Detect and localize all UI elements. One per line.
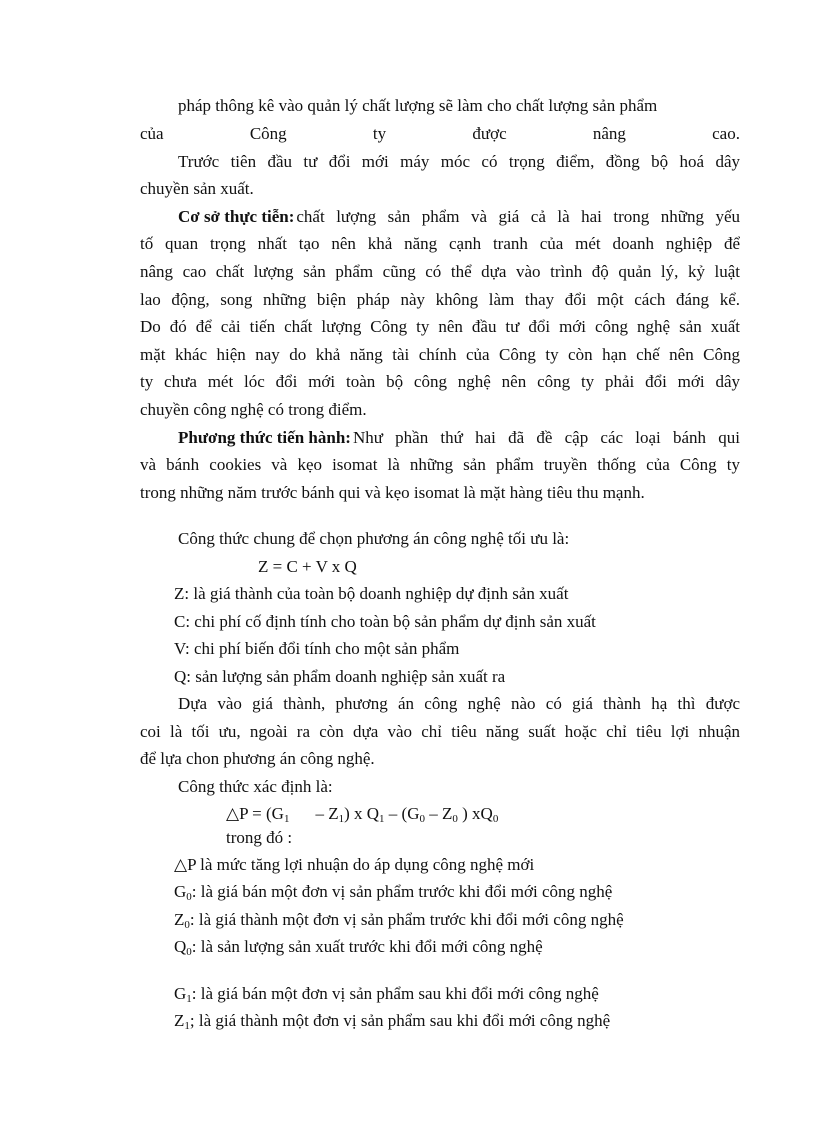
p3-line-4: lao động, song những biện pháp này không làm thay đổi một cách đáng kể. [140, 290, 740, 309]
p3-line-1-rest: chất lượng sản phẩm và giá cả là hai trong những yếu [296, 207, 740, 226]
eq-part: P = (G [239, 804, 284, 823]
delta-icon: △ [174, 855, 188, 874]
p3-line-1 [178, 206, 740, 228]
z1-definition [174, 1010, 610, 1032]
definition-text: : là sản lượng sản xuất trước khi đổi mới công nghệ [191, 937, 543, 956]
delta-p-definition [174, 854, 534, 876]
symbol-sub: 0 [186, 891, 192, 903]
p1-word: nâng [592, 124, 626, 143]
eq-sub: 0 [492, 813, 499, 825]
definition-text: : là giá thành một đơn vị sản phẩm trước khi đổi mới công nghệ [189, 910, 624, 929]
q0-definition [174, 936, 543, 958]
eq-part: ) x Q [344, 804, 380, 823]
formula2-trong-do: trong đó : [226, 828, 293, 847]
g1-definition [174, 983, 599, 1005]
definition-text: : là giá bán một đơn vị sản phẩm sau khi đổi mới công nghệ [191, 984, 599, 1003]
p1-word: của [140, 124, 164, 143]
p3-line-7: ty chưa mét lóc đổi mới toàn bộ công nghệ nên công ty phải đổi mới dây [140, 372, 740, 391]
p3-line-8: chuyền công nghệ có trong điểm. [140, 400, 367, 419]
formula1-z-definition: Z: là giá thành của toàn bộ doanh nghiệp dự định sản xuất [174, 584, 569, 603]
p1-line-1: pháp thông kê vào quản lý chất lượng sẽ làm cho chất lượng sản phẩm [178, 96, 658, 115]
eq-part: ) xQ [457, 804, 493, 823]
definition-text: : là giá bán một đơn vị sản phẩm trước khi đổi mới công nghệ [191, 882, 613, 901]
symbol-sub: 1 [186, 993, 192, 1005]
symbol: Q [174, 937, 187, 956]
symbol-sub: 0 [184, 919, 190, 931]
p3-line-2: tố quan trọng nhất tạo nên khả năng cạnh tranh của mét doanh nghiệp để [140, 234, 740, 253]
formula1-equation: Z = C + V x Q [258, 557, 357, 576]
eq-part: – (G [384, 804, 420, 823]
formula1-c-definition: C: chi phí cố định tính cho toàn bộ sản phẩm dự định sản xuất [174, 612, 596, 631]
p3-line-5: Do đó để cải tiến chất lượng Công ty nên đầu tư đổi mới công nghệ sản xuất [140, 317, 740, 336]
p4-line-3: trong những năm trước bánh qui và kẹo isomat là mặt hàng tiêu thu mạnh. [140, 483, 645, 502]
formula2-intro: Công thức xác định là: [178, 777, 333, 796]
eq-part: – Z [424, 804, 453, 823]
p1-word: được [472, 124, 507, 143]
symbol: G [174, 882, 187, 901]
p3-line-3: nâng cao chất lượng sản phẩm cũng có thể dựa vào trình độ quản lý, kỷ luật [140, 262, 740, 281]
p4-line-1 [178, 427, 740, 449]
p2-line-1-text: Trước tiên đầu tư đổi mới máy móc có trọng điểm, đồng bộ hoá dây [178, 152, 740, 171]
p5-line-3: để lựa chon phương án công nghệ. [140, 749, 375, 768]
p2-line-2: chuyền sản xuất. [140, 179, 254, 198]
formula1-v-definition: V: chi phí biến đổi tính cho một sản phẩm [174, 639, 460, 658]
p1-word: ty [372, 124, 387, 143]
eq-part: – Z [315, 804, 339, 823]
formula1-q-definition: Q: sản lượng sản phẩm doanh nghiệp sản xuất ra [174, 667, 506, 686]
p4-line-1-rest: Như phần thứ hai đã đề cập các loại bánh qui [352, 428, 740, 447]
symbol: Z [174, 1011, 185, 1030]
p4-line-2: và bánh cookies và kẹo isomat là những sản phẩm truyền thống của Công ty [140, 455, 740, 474]
delta-icon: △ [226, 804, 240, 823]
p3-heading: Cơ sở thực tiễn: [178, 207, 295, 226]
eq-sub: 1 [283, 813, 290, 825]
symbol: Z [174, 910, 185, 929]
p5-line-2: coi là tối ưu, ngoài ra còn dựa vào chỉ tiêu năng suất hoặc chỉ tiêu lợi nhuận [140, 722, 740, 741]
eq-sub: 1 [379, 813, 385, 825]
eq-sub: 1 [338, 813, 345, 825]
formula2-equation [226, 803, 498, 825]
eq-sub: 0 [419, 813, 425, 825]
p5-line-1: Dựa vào giá thành, phương án công nghệ nào có giá thành hạ thì được [178, 694, 740, 713]
formula1-intro: Công thức chung để chọn phương án công nghệ tối ưu là: [178, 529, 570, 548]
p4-heading: Phương thức tiến hành: [178, 428, 351, 447]
p1-word: cao. [712, 124, 740, 143]
p3-line-6: mặt khác hiện nay do khả năng tài chính của Công ty còn hạn chế nên Công [140, 345, 740, 364]
p1-word: Công [249, 124, 287, 143]
symbol: G [174, 984, 187, 1003]
p2-line-1 [178, 151, 740, 173]
definition-text: ; là giá thành một đơn vị sản phẩm sau khi đổi mới công nghệ [189, 1011, 611, 1030]
g0-definition [174, 881, 612, 903]
eq-sub: 0 [452, 813, 458, 825]
p1-line-2 [140, 123, 740, 145]
symbol-sub: 1 [184, 1020, 190, 1032]
definition-text: P là mức tăng lợi nhuận do áp dụng công nghệ mới [187, 855, 535, 874]
z0-definition [174, 909, 624, 931]
symbol-sub: 0 [186, 946, 192, 958]
